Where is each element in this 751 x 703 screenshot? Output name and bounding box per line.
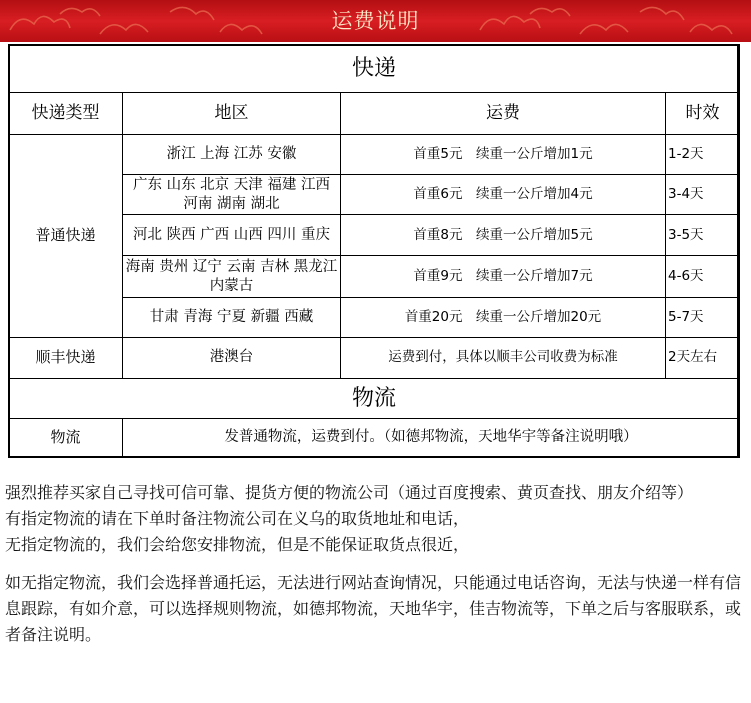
sf-fee-cell: 运费到付，具体以顺丰公司收费为标准 [341,337,666,378]
header-banner [0,0,751,42]
express-section-title: 快递 [9,45,740,93]
logistics-text: 发普通物流，运费到付。（如德邦物流，天地华宇等备注说明哦） [123,418,740,457]
fee-cell: 首重6元 续重一公斤增加4元 [341,175,666,215]
note-paragraph: 有指定物流的请在下单时备注物流公司在义乌的取货地址和电话， [5,509,470,528]
time-cell: 3-5天 [666,215,740,256]
fee-cell: 首重9元 续重一公斤增加7元 [341,256,666,297]
region-cell: 浙江 上海 江苏 安徽 [123,135,341,175]
header-type: 快递类型 [9,93,123,135]
note-paragraph: 无指定物流的，我们会给您安排物流，但是不能保证取货点很近， [5,535,470,554]
header-region: 地区 [123,93,341,135]
note-paragraph: 如无指定物流，我们会选择普通托运，无法进行网站查询情况，只能通过电话咨询，无法与快递一样有信息跟踪，有如介意，可以选择规则物流，如德邦物流，天地华宇，佳吉物流等，下单之后与客服联系，或者备注说明。 [5,573,742,644]
sf-express-type: 顺丰快递 [9,337,123,378]
region-cell: 河北 陕西 广西 山西 四川 重庆 [123,215,341,256]
region-cell: 甘肃 青海 宁夏 新疆 西藏 [123,297,341,337]
time-cell: 1-2天 [666,135,740,175]
note-spacer [5,558,745,570]
time-cell: 3-4天 [666,175,740,215]
logistics-label: 物流 [9,418,123,457]
normal-express-type: 普通快递 [9,135,123,337]
logistics-section-title: 物流 [9,378,740,418]
header-time: 时效 [666,93,740,135]
time-cell: 5-7天 [666,297,740,337]
banner-title: 运费说明 [331,9,420,33]
header-fee: 运费 [341,93,666,135]
time-cell: 4-6天 [666,256,740,297]
fee-cell: 首重20元 续重一公斤增加20元 [341,297,666,337]
sf-region-cell: 港澳台 [123,337,341,378]
fee-cell: 首重5元 续重一公斤增加1元 [341,135,666,175]
table-frame [8,44,739,458]
shipping-notes [5,480,745,648]
sf-time-cell: 2天左右 [666,337,740,378]
region-cell: 广东 山东 北京 天津 福建 江西 河南 湖南 湖北 [123,175,341,215]
note-paragraph: 强烈推荐买家自己寻找可信可靠、提货方便的物流公司（通过百度搜索、黄页查找、朋友介绍等） [5,483,694,502]
region-cell: 海南 贵州 辽宁 云南 吉林 黑龙江 内蒙古 [123,256,341,297]
fee-cell: 首重8元 续重一公斤增加5元 [341,215,666,256]
